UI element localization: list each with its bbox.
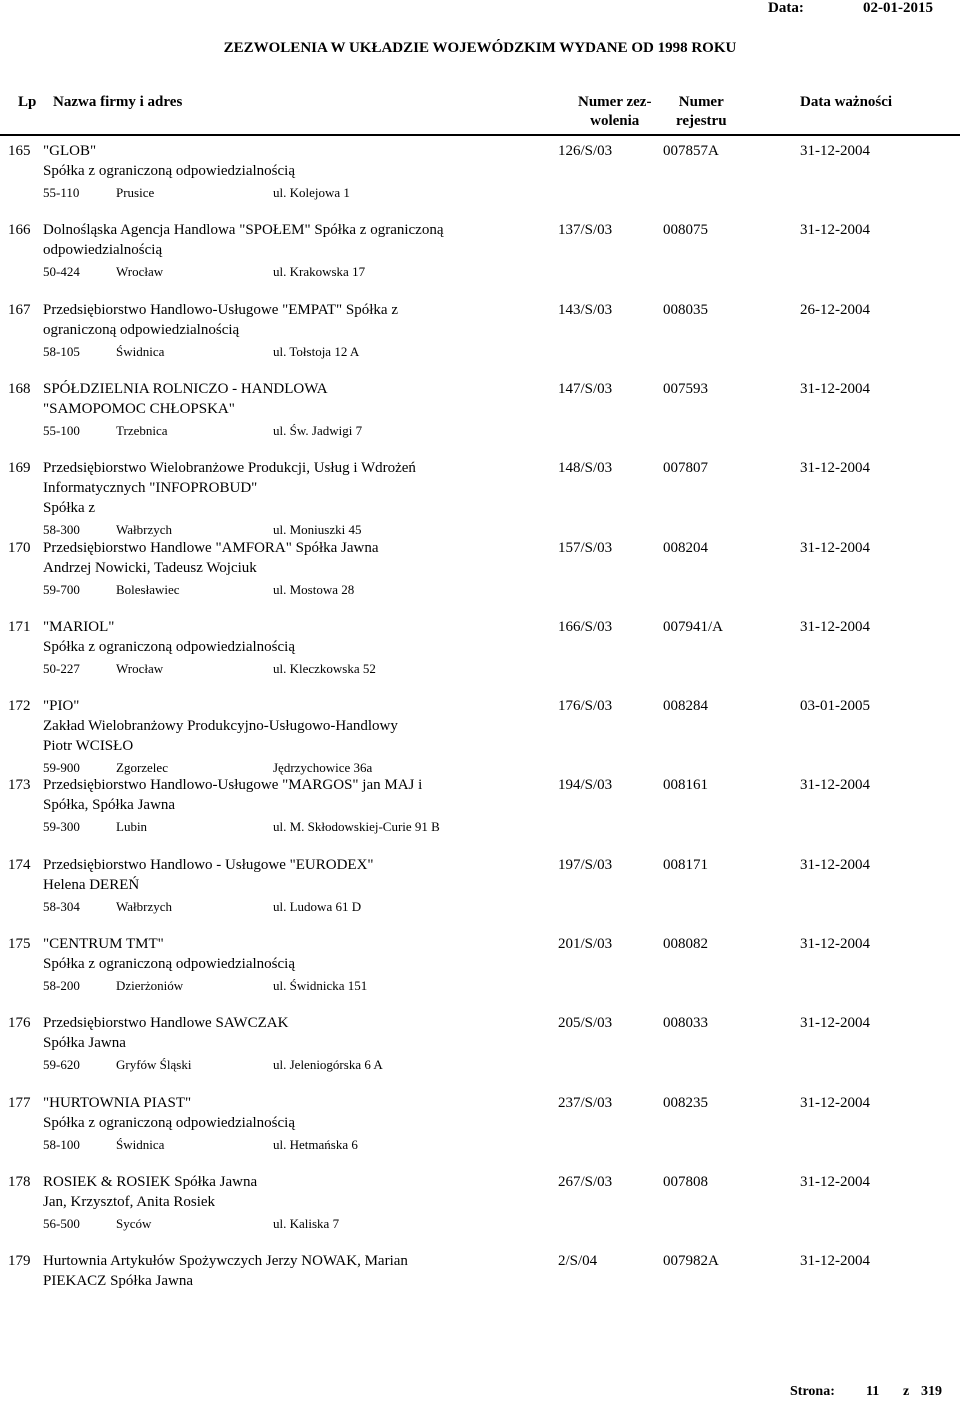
list-item (0, 857, 960, 937)
company-name-line: Przedsiębiorstwo Handlowe SAWCZAK (43, 1015, 289, 1031)
date-label: Data: (768, 0, 804, 16)
register-number: 008235 (663, 1095, 708, 1111)
company-name-line: ograniczoną odpowiedzialnością (43, 322, 240, 338)
register-number: 007941/A (663, 619, 723, 635)
list-item (0, 540, 960, 620)
list-item (0, 698, 960, 778)
register-number: 008204 (663, 540, 708, 556)
register-number: 008284 (663, 698, 708, 714)
footer-page-total: 319 (921, 1384, 942, 1399)
street: ul. Jeleniogórska 6 A (273, 1057, 383, 1072)
street: ul. Hetmańska 6 (273, 1137, 358, 1152)
row-number: 170 (8, 540, 31, 556)
company-name-line: Spółka Jawna (43, 1035, 126, 1051)
city: Wałbrzych (116, 522, 172, 537)
street: ul. Kleczkowska 52 (273, 661, 376, 676)
postal-code: 55-110 (43, 185, 80, 200)
date-value: 02-01-2015 (863, 0, 933, 16)
company-name-line: PIEKACZ Spółka Jawna (43, 1273, 193, 1289)
list-item (0, 1095, 960, 1175)
city: Trzebnica (116, 423, 168, 438)
city: Gryfów Śląski (116, 1057, 192, 1072)
company-name-line: odpowiedzialnością (43, 242, 163, 258)
company-name-line: "SAMOPOMOC CHŁOPSKA" (43, 401, 235, 417)
street: ul. M. Skłodowskiej-Curie 91 B (273, 819, 440, 834)
postal-code: 55-100 (43, 423, 80, 438)
company-name-line: "HURTOWNIA PIAST" (43, 1095, 192, 1111)
permit-number: 197/S/03 (558, 857, 613, 873)
row-number: 171 (8, 619, 31, 635)
validity-date: 31-12-2004 (800, 936, 870, 952)
register-number: 007808 (663, 1174, 708, 1190)
row-number: 167 (8, 302, 31, 318)
permit-number: 237/S/03 (558, 1095, 613, 1111)
list-item (0, 936, 960, 1016)
company-name-line: "MARIOL" (43, 619, 115, 635)
company-name-line: Zakład Wielobranżowy Produkcyjno-Usługowo-Handlowy (43, 718, 398, 734)
register-number: 007982A (663, 1253, 719, 1269)
column-header-name: Nazwa firmy i adres (53, 94, 183, 110)
validity-date: 31-12-2004 (800, 619, 870, 635)
company-name-line: Informatycznych "INFOPROBUD" (43, 480, 258, 496)
postal-code: 58-304 (43, 899, 80, 914)
register-number: 007593 (663, 381, 708, 397)
company-name-line: Przedsiębiorstwo Handlowo-Usługowe "MARGOS" jan MAJ i (43, 777, 423, 793)
validity-date: 31-12-2004 (800, 857, 870, 873)
company-name-line: Przedsiębiorstwo Handlowo - Usługowe "EURODEX" (43, 857, 374, 873)
validity-date: 31-12-2004 (800, 540, 870, 556)
column-header-lp: Lp (18, 94, 37, 110)
permit-number: 157/S/03 (558, 540, 613, 556)
validity-date: 31-12-2004 (800, 1253, 870, 1269)
company-name-line: Dolnośląska Agencja Handlowa "SPOŁEM" Spółka z ograniczoną (43, 222, 444, 238)
city: Wrocław (116, 264, 164, 279)
company-name-line: "GLOB" (43, 143, 97, 159)
company-name-line: "CENTRUM TMT" (43, 936, 164, 952)
row-number: 169 (8, 460, 31, 476)
page-title: ZEZWOLENIA W UKŁADZIE WOJEWÓDZKIM WYDANE OD 1998 ROKU (223, 40, 737, 56)
street: ul. Mostowa 28 (273, 582, 355, 597)
permit-number: 267/S/03 (558, 1174, 613, 1190)
validity-date: 31-12-2004 (800, 1174, 870, 1190)
company-name-line: Hurtownia Artykułów Spożywczych Jerzy NOWAK, Marian (43, 1253, 408, 1269)
permit-number: 201/S/03 (558, 936, 613, 952)
street: ul. Świdnicka 151 (273, 978, 368, 993)
row-number: 178 (8, 1174, 31, 1190)
permit-number: 2/S/04 (558, 1253, 598, 1269)
postal-code: 59-620 (43, 1057, 80, 1072)
register-number: 008033 (663, 1015, 708, 1031)
permit-number: 166/S/03 (558, 619, 613, 635)
footer-page-label: Strona: (790, 1384, 835, 1399)
company-name-line: Spółka z ograniczoną odpowiedzialnością (43, 1115, 295, 1131)
postal-code: 58-300 (43, 522, 80, 537)
company-name-line: Helena DEREŃ (43, 877, 140, 893)
permit-number: 148/S/03 (558, 460, 613, 476)
company-name-line: Spółka z ograniczoną odpowiedzialnością (43, 163, 295, 179)
column-header-permit-line1: Numer zez- (578, 94, 652, 110)
list-item (0, 1015, 960, 1095)
company-name-line: Przedsiębiorstwo Wielobranżowe Produkcji, Usług i Wdrożeń (43, 460, 416, 476)
company-name-line: Spółka z (43, 500, 96, 516)
list-item (0, 143, 960, 223)
company-name-line: Spółka z ograniczoną odpowiedzialnością (43, 956, 295, 972)
row-number: 176 (8, 1015, 31, 1031)
postal-code: 56-500 (43, 1216, 80, 1231)
street: ul. Moniuszki 45 (273, 522, 362, 537)
company-name-line: Andrzej Nowicki, Tadeusz Wojciuk (43, 560, 257, 576)
city: Zgorzelec (116, 760, 168, 775)
city: Prusice (116, 185, 155, 200)
postal-code: 59-900 (43, 760, 80, 775)
validity-date: 31-12-2004 (800, 381, 870, 397)
postal-code: 58-200 (43, 978, 80, 993)
permit-number: 176/S/03 (558, 698, 613, 714)
register-number: 007857A (663, 143, 719, 159)
list-item (0, 222, 960, 302)
company-name-line: ROSIEK & ROSIEK Spółka Jawna (43, 1174, 258, 1190)
list-item (0, 619, 960, 699)
column-header-register-line1: Numer (678, 94, 724, 110)
list-item (0, 460, 960, 540)
register-number: 008171 (663, 857, 708, 873)
footer-page-current: 11 (866, 1384, 880, 1399)
permit-number: 205/S/03 (558, 1015, 613, 1031)
row-number: 172 (8, 698, 31, 714)
register-number: 007807 (663, 460, 708, 476)
permit-number: 194/S/03 (558, 777, 613, 793)
column-header-permit (578, 93, 651, 131)
list-item (0, 777, 960, 857)
company-name-line: "PIO" (43, 698, 80, 714)
permit-number: 126/S/03 (558, 143, 613, 159)
company-name-line: Spółka, Spółka Jawna (43, 797, 176, 813)
postal-code: 59-300 (43, 819, 80, 834)
row-number: 177 (8, 1095, 31, 1111)
validity-date: 31-12-2004 (800, 460, 870, 476)
city: Wałbrzych (116, 899, 172, 914)
footer-of-label: z (903, 1384, 910, 1399)
postal-code: 50-424 (43, 264, 80, 279)
column-header-register-line2: rejestru (676, 113, 727, 129)
company-name-line: Jan, Krzysztof, Anita Rosiek (43, 1194, 216, 1210)
company-name-line: Spółka z ograniczoną odpowiedzialnością (43, 639, 295, 655)
city: Świdnica (116, 1137, 165, 1152)
row-number: 174 (8, 857, 31, 873)
row-number: 175 (8, 936, 31, 952)
city: Świdnica (116, 344, 165, 359)
street: ul. Kaliska 7 (273, 1216, 340, 1231)
register-number: 008161 (663, 777, 708, 793)
row-number: 179 (8, 1253, 31, 1269)
city: Syców (116, 1216, 152, 1231)
company-name-line: Przedsiębiorstwo Handlowe "AMFORA" Spółka Jawna (43, 540, 379, 556)
validity-date: 03-01-2005 (800, 698, 870, 714)
list-item (0, 1174, 960, 1254)
street: ul. Ludowa 61 D (273, 899, 362, 914)
postal-code: 50-227 (43, 661, 80, 676)
list-item (0, 302, 960, 382)
street: ul. Krakowska 17 (273, 264, 366, 279)
permit-number: 137/S/03 (558, 222, 613, 238)
register-number: 008082 (663, 936, 708, 952)
column-header-permit-line2: wolenia (590, 113, 640, 129)
company-name-line: Piotr WCISŁO (43, 738, 134, 754)
permit-number: 143/S/03 (558, 302, 613, 318)
city: Lubin (116, 819, 148, 834)
company-name-line: SPÓŁDZIELNIA ROLNICZO - HANDLOWA (43, 381, 328, 397)
list-item (0, 381, 960, 461)
column-header-validity: Data ważności (800, 94, 893, 110)
company-name-line: Przedsiębiorstwo Handlowo-Usługowe "EMPAT" Spółka z (43, 302, 398, 318)
column-header-register (676, 93, 727, 131)
street: ul. Kolejowa 1 (273, 185, 350, 200)
row-number: 173 (8, 777, 31, 793)
list-item (0, 1253, 960, 1333)
street: ul. Św. Jadwigi 7 (273, 423, 363, 438)
validity-date: 31-12-2004 (800, 777, 870, 793)
register-number: 008075 (663, 222, 708, 238)
register-number: 008035 (663, 302, 708, 318)
city: Bolesławiec (116, 582, 180, 597)
postal-code: 58-105 (43, 344, 80, 359)
street: ul. Tołstoja 12 A (273, 344, 360, 359)
validity-date: 31-12-2004 (800, 222, 870, 238)
city: Wrocław (116, 661, 164, 676)
validity-date: 31-12-2004 (800, 1015, 870, 1031)
row-number: 165 (8, 143, 31, 159)
postal-code: 58-100 (43, 1137, 80, 1152)
row-number: 166 (8, 222, 31, 238)
postal-code: 59-700 (43, 582, 80, 597)
street: Jędrzychowice 36a (273, 760, 373, 775)
city: Dzierżoniów (116, 978, 184, 993)
validity-date: 26-12-2004 (800, 302, 870, 318)
header-rule (0, 134, 960, 136)
validity-date: 31-12-2004 (800, 1095, 870, 1111)
row-number: 168 (8, 381, 31, 397)
validity-date: 31-12-2004 (800, 143, 870, 159)
permit-number: 147/S/03 (558, 381, 613, 397)
